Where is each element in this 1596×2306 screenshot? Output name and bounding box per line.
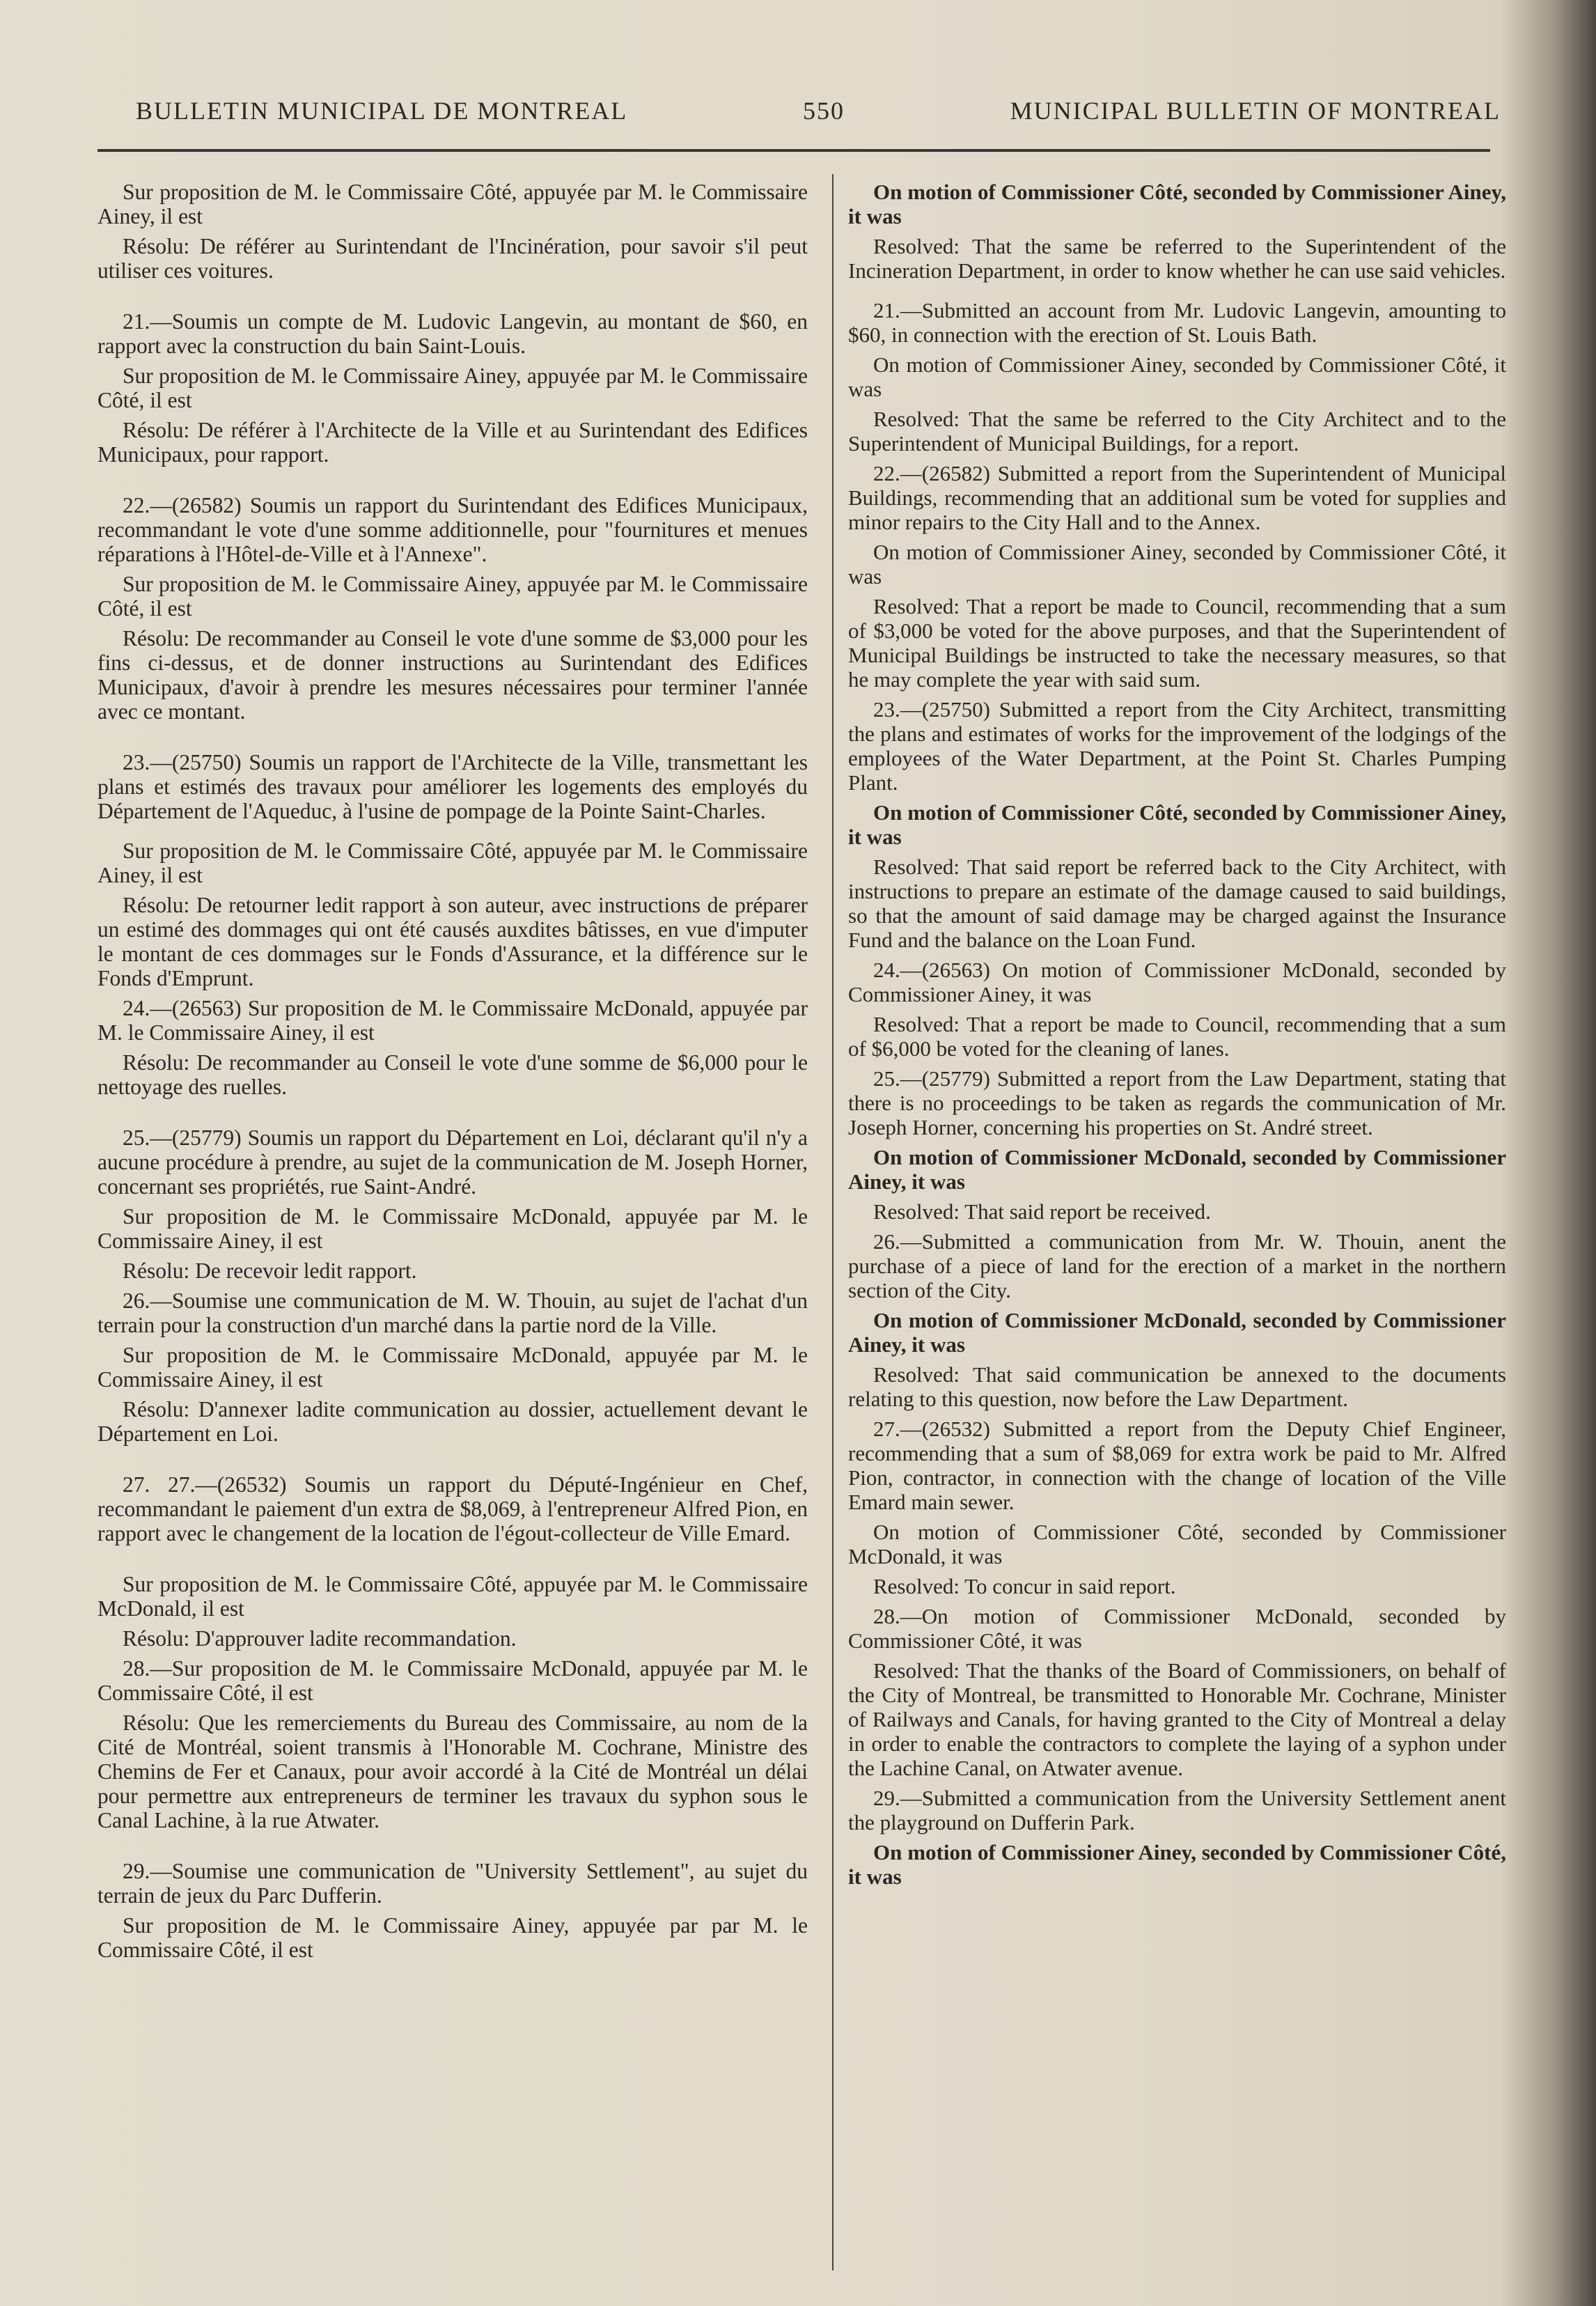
- french-paragraph: Sur proposition de M. le Commissaire Ainey, appuyée par M. le Commissaire Côté, il est: [97, 364, 808, 412]
- french-paragraph: Sur proposition de M. le Commissaire Côté, appuyée par M. le Commissaire Ainey, il est: [97, 180, 808, 228]
- french-paragraph: Résolu: D'approuver ladite recommandation.: [123, 1626, 517, 1651]
- english-paragraph: 28.—On motion of Commissioner McDonald, seconded by Commissioner Côté, it was: [848, 1604, 1506, 1653]
- french-paragraph: Sur proposition de M. le Commissaire McDonald, appuyée par M. le Commissaire Ainey, il est: [97, 1204, 808, 1253]
- french-paragraph: 25.—(25779) Soumis un rapport du Département en Loi, déclarant qu'il n'y a aucune procédure à prendre, au sujet de la communication de M. Joseph Horner, concernant ses propriétés, rue Saint-André.: [97, 1125, 808, 1199]
- english-paragraph: Resolved: That the same be referred to the City Architect and to the Superintendent of Municipal Buildings, for a report.: [848, 407, 1506, 455]
- english-paragraph: On motion of Commissioner Ainey, seconded by Commissioner Côté, it was: [848, 352, 1506, 401]
- column-divider: [832, 174, 834, 2270]
- english-paragraph: 25.—(25779) Submitted a report from the Law Department, stating that there is no proceedings to be taken as regards the communication of Mr. Joseph Horner, concerning his properties on St. André street.: [848, 1066, 1506, 1139]
- english-paragraph: On motion of Commissioner Ainey, seconded by Commissioner Côté, it was: [848, 1840, 1506, 1889]
- english-paragraph: Resolved: That a report be made to Council, recommending that a sum of $6,000 be voted for the cleaning of lanes.: [848, 1012, 1506, 1061]
- english-paragraph: Resolved: That said report be received.: [873, 1199, 1211, 1224]
- english-paragraph: Resolved: That said report be referred back to the City Architect, with instructions to prepare an estimate of the damage caused to said buildings, so that the amount of said damage may be charged against the Insurance Fund and the balance on the Loan Fund.: [848, 855, 1506, 952]
- english-paragraph: On motion of Commissioner McDonald, seconded by Commissioner Ainey, it was: [848, 1308, 1506, 1357]
- french-paragraph: 21.—Soumis un compte de M. Ludovic Langevin, au montant de $60, en rapport avec la construction du bain Saint-Louis.: [97, 309, 808, 358]
- english-paragraph: Resolved: That said communication be annexed to the documents relating to this question, now before the Law Department.: [848, 1362, 1506, 1411]
- french-paragraph: Sur proposition de M. le Commissaire Côté, appuyée par M. le Commissaire McDonald, il est: [97, 1572, 808, 1621]
- french-paragraph: Sur proposition de M. le Commissaire Côté, appuyée par M. le Commissaire Ainey, il est: [97, 839, 808, 887]
- french-paragraph: Sur proposition de M. le Commissaire McDonald, appuyée par M. le Commissaire Ainey, il est: [97, 1343, 808, 1392]
- english-paragraph: On motion of Commissioner McDonald, seconded by Commissioner Ainey, it was: [848, 1145, 1506, 1194]
- french-paragraph: Résolu: De retourner ledit rapport à son auteur, avec instructions de préparer un estimé des dommages qui ont été causés auxdites bâtisses, en vue d'imputer le montant de ces dommages sur le Fonds d'Assurance, et la différence sur le Fonds d'Emprunt.: [97, 893, 808, 990]
- header-title-french: BULLETIN MUNICIPAL DE MONTREAL: [136, 97, 628, 125]
- french-paragraph: 23.—(25750) Soumis un rapport de l'Architecte de la Ville, transmettant les plans et estimés des travaux pour améliorer les logements des employés du Département de l'Aqueduc, à l'usine de pompage de la Pointe Saint-Charles.: [97, 750, 808, 823]
- english-paragraph: On motion of Commissioner Côté, seconded by Commissioner McDonald, it was: [848, 1520, 1506, 1568]
- french-paragraph: Sur proposition de M. le Commissaire Ainey, appuyée par par M. le Commissaire Côté, il est: [97, 1913, 808, 1962]
- english-paragraph: 29.—Submitted a communication from the University Settlement anent the playground on Dufferin Park.: [848, 1786, 1506, 1834]
- english-paragraph: On motion of Commissioner Ainey, seconded by Commissioner Côté, it was: [848, 540, 1506, 589]
- english-paragraph: Resolved: That the thanks of the Board of Commissioners, on behalf of the City of Montreal, be transmitted to Honorable Mr. Cochrane, Minister of Railways and Canals, for having granted to the City of Montreal a delay in order to enable the contractors to complete the laying of a syphon under the Lachine Canal, on Atwater avenue.: [848, 1658, 1506, 1780]
- french-paragraph: 27. 27.—(26532) Soumis un rapport du Député-Ingénieur en Chef, recommandant le paiement d'un extra de $8,069, à l'entrepreneur Alfred Pion, en rapport avec le changement de la location de l'égout-collecteur de Ville Emard.: [97, 1472, 808, 1545]
- french-paragraph: 26.—Soumise une communication de M. W. Thouin, au sujet de l'achat d'un terrain pour la construction d'un marché dans la partie nord de la Ville.: [97, 1288, 808, 1337]
- english-paragraph: On motion of Commissioner Côté, seconded by Commissioner Ainey, it was: [848, 800, 1506, 849]
- english-paragraph: On motion of Commissioner Côté, seconded by Commissioner Ainey, it was: [848, 180, 1506, 228]
- french-paragraph: Résolu: Que les remerciements du Bureau des Commissaire, au nom de la Cité de Montréal, soient transmis à l'Honorable M. Cochrane, Ministre des Chemins de Fer et Canaux, pour avoir accordé à la Cité de Montréal un délai pour permettre aux entrepreneurs de terminer les travaux du syphon sous le Canal Lachine, à la rue Atwater.: [97, 1711, 808, 1832]
- french-paragraph: 29.—Soumise une communication de "University Settlement", au sujet du terrain de jeux du Parc Dufferin.: [97, 1859, 808, 1908]
- french-paragraph: 28.—Sur proposition de M. le Commissaire McDonald, appuyée par M. le Commissaire Côté, il est: [97, 1656, 808, 1705]
- header-title-english: MUNICIPAL BULLETIN OF MONTREAL: [1010, 97, 1501, 125]
- french-paragraph: Résolu: De référer au Surintendant de l'Incinération, pour savoir s'il peut utiliser ces voitures.: [97, 234, 808, 283]
- french-paragraph: Résolu: De recommander au Conseil le vote d'une somme de $3,000 pour les fins ci-dessus, et de donner instructions au Surintendant des Edifices Municipaux, d'avoir à prendre les mesures nécessaires pour terminer l'année avec ce montant.: [97, 626, 808, 724]
- french-paragraph: Résolu: De référer à l'Architecte de la Ville et au Surintendant des Edifices Municipaux, pour rapport.: [97, 418, 808, 467]
- english-paragraph: 21.—Submitted an account from Mr. Ludovic Langevin, amounting to $60, in connection with the erection of St. Louis Bath.: [848, 298, 1506, 347]
- french-column: [97, 180, 808, 1968]
- english-paragraph: 23.—(25750) Submitted a report from the City Architect, transmitting the plans and estimates of works for the improvement of the lodgings of the employees of the Water Department, at the Point St. Charles Pumping Plant.: [848, 697, 1506, 795]
- english-paragraph: Resolved: To concur in said report.: [873, 1574, 1176, 1598]
- french-paragraph: Résolu: D'annexer ladite communication au dossier, actuellement devant le Département en Loi.: [97, 1397, 808, 1446]
- header-rule: [97, 149, 1490, 152]
- english-paragraph: 24.—(26563) On motion of Commissioner McDonald, seconded by Commissioner Ainey, it was: [848, 958, 1506, 1006]
- english-paragraph: Resolved: That a report be made to Council, recommending that a sum of $3,000 be voted for the above purposes, and that the Superintendent of Municipal Buildings be instructed to take the necessary measures, so that he may complete the year with said sum.: [848, 594, 1506, 692]
- french-paragraph: 24.—(26563) Sur proposition de M. le Commissaire McDonald, appuyée par M. le Commissaire Ainey, il est: [97, 996, 808, 1045]
- english-paragraph: Resolved: That the same be referred to the Superintendent of the Incineration Department, in order to know whether he can use said vehicles.: [848, 234, 1506, 283]
- french-paragraph: 22.—(26582) Soumis un rapport du Surintendant des Edifices Municipaux, recommandant le vote d'une somme additionnelle, pour "fournitures et menues réparations à l'Hôtel-de-Ville et à l'Annexe".: [97, 493, 808, 566]
- french-paragraph: Sur proposition de M. le Commissaire Ainey, appuyée par M. le Commissaire Côté, il est: [97, 572, 808, 621]
- english-paragraph: 27.—(26532) Submitted a report from the Deputy Chief Engineer, recommending that a sum of $8,069 for extra work be paid to Mr. Alfred Pion, contractor, in connection with the change of location of the Ville Emard main sewer.: [848, 1417, 1506, 1514]
- page-header: [136, 96, 1501, 131]
- french-paragraph: Résolu: De recevoir ledit rapport.: [123, 1259, 417, 1283]
- french-paragraph: Résolu: De recommander au Conseil le vote d'une somme de $6,000 pour le nettoyage des ruelles.: [97, 1050, 808, 1099]
- page-number: 550: [803, 97, 845, 125]
- english-paragraph: 22.—(26582) Submitted a report from the Superintendent of Municipal Buildings, recommending that an additional sum be voted for supplies and minor repairs to the City Hall and to the Annex.: [848, 461, 1506, 534]
- english-paragraph: 26.—Submitted a communication from Mr. W. Thouin, anent the purchase of a piece of land for the erection of a market in the northern section of the City.: [848, 1229, 1506, 1302]
- english-column: [848, 180, 1506, 1894]
